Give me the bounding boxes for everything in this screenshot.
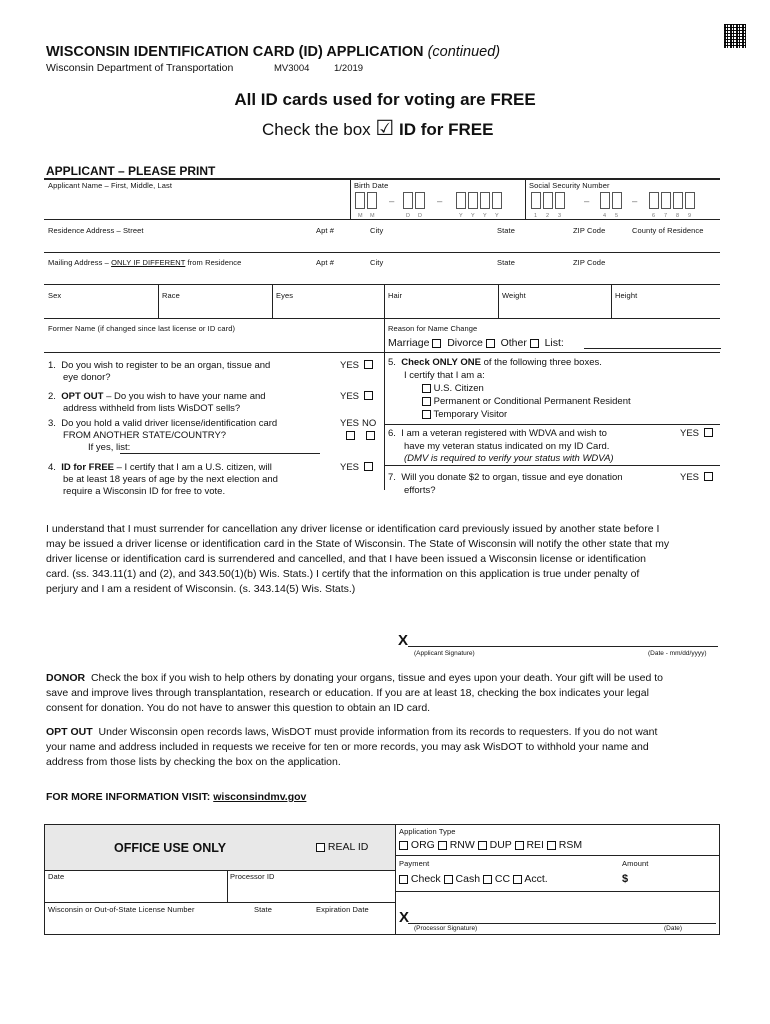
certification-paragraph: I understand that I must surrender for cancellation any driver license or identification card previously issued by another state before I may be issued a driver license or identification card in the State of Wisconsin. The State of Wisconsin will notify the other state that my driver license or identification card is surrendered and cancelled, and that I have been issued a Wisconsin license or identification card. (ss. 343.11(1) and (2), and 343.50(1)(b) Wis. Stats.) I certify that the information on this application is true under penalty of perjury and I am a resident of Wisconsin. (s. 343.14(5) Wis. Stats.)	[46, 523, 670, 595]
applicant-signature-label: (Applicant Signature)	[414, 650, 475, 657]
residence-address-label: Residence Address – Street	[48, 226, 144, 235]
application-type-options: ORG RNW DUP REI RSM	[399, 839, 582, 851]
q7-yes-label: YES	[680, 472, 700, 483]
checked-box-icon: ☑	[375, 117, 395, 140]
question-4: 4. ID for FREE – I certify that I am a U.S. citizen, will be at least 18 years of age by the next election and require a Wisconsin ID for free to vote.	[48, 462, 278, 497]
office-use-title: OFFICE USE ONLY	[114, 841, 227, 855]
q2-yes-checkbox[interactable]	[364, 391, 373, 400]
rsm-checkbox[interactable]	[547, 841, 556, 850]
processor-id-label: Processor ID	[230, 872, 275, 881]
marriage-checkbox[interactable]	[432, 339, 441, 348]
question-5: 5. Check ONLY ONE of the following three boxes. I certify that I am a:	[388, 357, 602, 381]
q3-no-label: NO	[362, 418, 377, 429]
applicant-signature-line[interactable]	[408, 646, 718, 647]
birth-date-label: Birth Date	[354, 181, 389, 190]
office-state-label: State	[254, 905, 273, 914]
rei-checkbox[interactable]	[515, 841, 524, 850]
real-id-checkbox[interactable]	[316, 843, 325, 852]
question-3: 3. Do you hold a valid driver license/identification card FROM ANOTHER STATE/COUNTRY? If yes, list:	[48, 418, 278, 453]
application-type-label: Application Type	[399, 827, 456, 836]
q3-no-checkbox[interactable]	[366, 431, 375, 440]
city-label: City	[370, 226, 384, 235]
cc-payment-checkbox[interactable]	[483, 875, 492, 884]
payment-options: Check Cash CC Acct.	[399, 873, 548, 885]
mailing-address-label: Mailing Address – ONLY IF DIFFERENT from Residence	[48, 258, 242, 267]
temporary-visitor-checkbox[interactable]	[422, 410, 431, 419]
race-label: Race	[162, 291, 180, 300]
id-for-free-text: ID for FREE	[398, 120, 494, 139]
sex-label: Sex	[48, 291, 62, 300]
reason-label: Reason for Name Change	[388, 324, 478, 333]
q1-yes-checkbox[interactable]	[364, 360, 373, 369]
payment-label: Payment	[399, 859, 430, 868]
cash-payment-checkbox[interactable]	[444, 875, 453, 884]
state-label: State	[497, 226, 516, 235]
q5-options: U.S. Citizen Permanent or Conditional Permanent Resident Temporary Visitor	[422, 382, 631, 421]
processor-date-label: (Date)	[664, 925, 683, 932]
wisconsindmv-link[interactable]: wisconsindmv.gov	[213, 791, 307, 803]
applicant-name-label: Applicant Name – First, Middle, Last	[48, 181, 173, 190]
mailing-address-field[interactable]	[46, 267, 720, 283]
us-citizen-checkbox[interactable]	[422, 384, 431, 393]
question-7: 7. Will you donate $2 to organ, tissue and eye donation efforts?	[388, 472, 623, 496]
form-title-continued: (continued)	[427, 44, 501, 60]
q1-yes-label: YES	[340, 360, 360, 371]
amount-label: Amount	[622, 859, 649, 868]
q6-yes-label: YES	[680, 428, 700, 439]
q3-yes-checkbox[interactable]	[346, 431, 355, 440]
more-info: FOR MORE INFORMATION VISIT: wisconsindmv.gov	[46, 791, 307, 803]
q6-yes-checkbox[interactable]	[704, 428, 713, 437]
weight-label: Weight	[502, 291, 526, 300]
apt-label: Apt #	[316, 226, 335, 235]
q3-yes-label: YES	[340, 418, 360, 429]
processor-signature-x: X	[399, 909, 410, 926]
county-label: County of Residence	[632, 226, 704, 235]
donor-paragraph: DONOR Check the box if you wish to help others by donating your organs, tissue and eyes upon your death. Your gift will be used to save and improve lives through transplantation, research or education. If you are at least 18, checking the box indicates your legal consent for donation. You do not have to answer this question to obtain an ID card.	[46, 672, 663, 714]
office-date-label: Date	[48, 872, 65, 881]
ssn-label: Social Security Number	[529, 181, 610, 190]
acct-payment-checkbox[interactable]	[513, 875, 522, 884]
rnw-checkbox[interactable]	[438, 841, 447, 850]
free-checkbox-row	[262, 116, 493, 141]
form-title-text: WISCONSIN IDENTIFICATION CARD (ID) APPLICATION	[46, 44, 424, 60]
former-name-label: Former Name (if changed since last license or ID card)	[48, 324, 236, 333]
form-number: MV3004	[274, 63, 310, 74]
eyes-label: Eyes	[276, 291, 294, 300]
form-title	[46, 44, 500, 60]
processor-signature-label: (Processor Signature)	[414, 925, 478, 932]
free-headline: All ID cards used for voting are FREE	[234, 90, 536, 109]
form-date: 1/2019	[334, 63, 364, 74]
q4-yes-checkbox[interactable]	[364, 462, 373, 471]
q3-list-line[interactable]	[120, 453, 320, 454]
divorce-checkbox[interactable]	[486, 339, 495, 348]
signature-x: X	[398, 632, 409, 649]
q7-yes-checkbox[interactable]	[704, 472, 713, 481]
dup-checkbox[interactable]	[478, 841, 487, 850]
applicant-name-field[interactable]	[46, 190, 346, 218]
mailing-city-label: City	[370, 258, 384, 267]
mailing-apt-label: Apt #	[316, 258, 335, 267]
mailing-state-label: State	[497, 258, 516, 267]
hair-label: Hair	[388, 291, 403, 300]
question-1: 1. Do you wish to register to be an organ, tissue and eye donor?	[48, 360, 271, 383]
qr-code-image	[724, 24, 746, 48]
other-checkbox[interactable]	[530, 339, 539, 348]
residence-address-field[interactable]	[46, 235, 720, 251]
check-the-box-text: Check the box	[262, 120, 371, 139]
department-name: Wisconsin Department of Transportation	[46, 62, 234, 74]
question-2: 2. OPT OUT – Do you wish to have your name and address withheld from lists WisDOT sells?	[48, 391, 266, 414]
zip-label: ZIP Code	[573, 226, 606, 235]
permanent-resident-checkbox[interactable]	[422, 397, 431, 406]
check-payment-checkbox[interactable]	[399, 875, 408, 884]
processor-signature-line[interactable]	[408, 923, 716, 924]
reason-options: Marriage Divorce Other List:	[388, 337, 564, 349]
real-id-option: REAL ID	[316, 841, 368, 853]
former-name-field[interactable]	[46, 334, 380, 350]
height-label: Height	[615, 291, 638, 300]
signature-date-label: (Date - mm/dd/yyyy)	[648, 650, 707, 657]
applicant-section-title: APPLICANT – PLEASE PRINT	[46, 164, 216, 178]
question-6: 6. I am a veteran registered with WDVA and wish to have my veteran status indicated on my ID Card. (DMV is required to verify your status with WDVA)	[388, 428, 614, 464]
opt-out-paragraph: OPT OUT Under Wisconsin open records laws, WisDOT must provide information from its records to requesters. If you do not want your name and address included in requests we receive for ten or more records, you may ask WisDOT to withhold your name and address from those lists by checking the box on the application.	[46, 726, 658, 768]
org-checkbox[interactable]	[399, 841, 408, 850]
q2-yes-label: YES	[340, 391, 360, 402]
q4-yes-label: YES	[340, 462, 360, 473]
expiration-date-label: Expiration Date	[316, 905, 369, 914]
reason-list-line[interactable]	[584, 348, 721, 349]
mailing-zip-label: ZIP Code	[573, 258, 606, 267]
license-number-label: Wisconsin or Out-of-State License Number	[48, 905, 195, 914]
amount-dollar: $	[622, 873, 629, 885]
